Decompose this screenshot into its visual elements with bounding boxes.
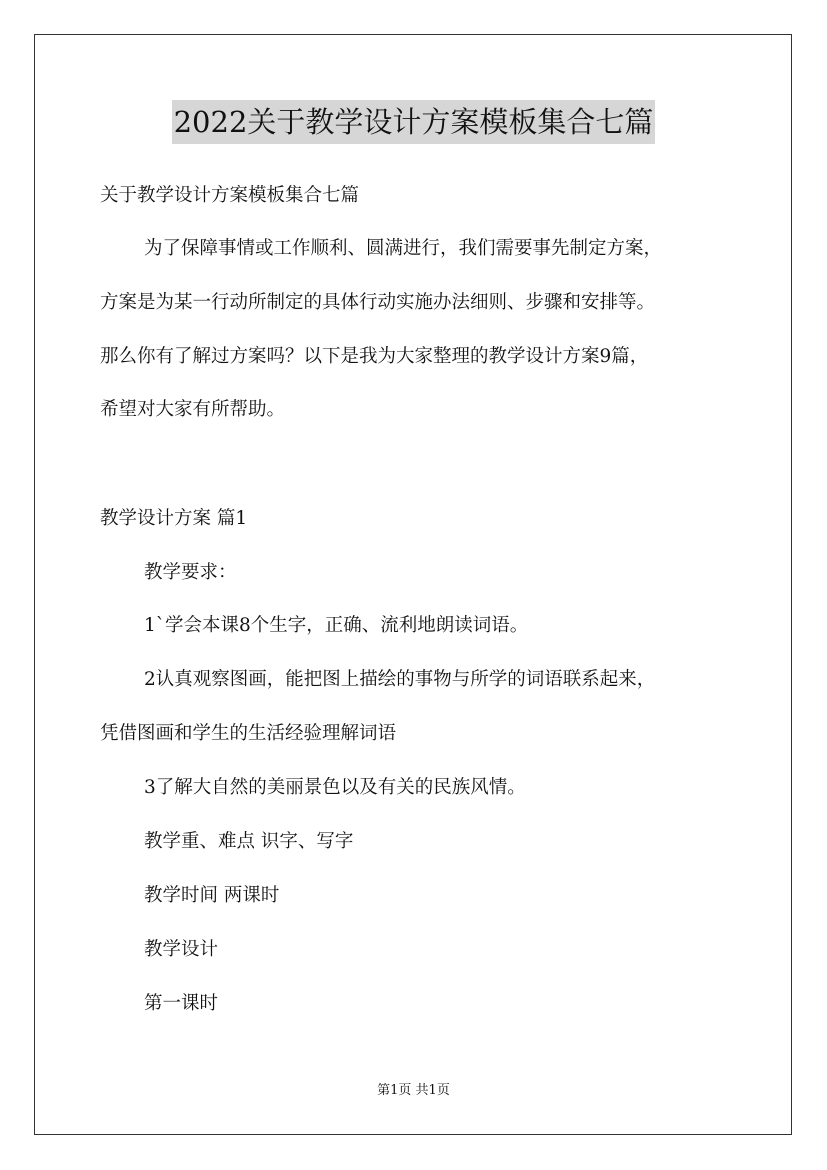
paragraph-line: 教学要求： bbox=[144, 562, 237, 583]
paragraph-line: 教学时间 两课时 bbox=[144, 885, 280, 906]
title-container bbox=[0, 100, 827, 144]
paragraph-line: 方案是为某一行动所制定的具体行动实施办法细则、步骤和安排等。 bbox=[100, 292, 656, 313]
paragraph-line: 希望对大家有所帮助。 bbox=[100, 399, 286, 420]
paragraph-line: 第一课时 bbox=[144, 993, 219, 1014]
paragraph-line: 教学设计 bbox=[144, 939, 219, 960]
page-footer: 第1页 共1页 bbox=[377, 1083, 450, 1098]
paragraph-line: 为了保障事情或工作顺利、圆满进行，我们需要事先制定方案， bbox=[144, 238, 663, 259]
section-heading: 教学设计方案 篇1 bbox=[100, 508, 248, 529]
paragraph-line: 1`学会本课8个生字，正确、流利地朗读词语。 bbox=[144, 615, 529, 636]
paragraph-line: 凭借图画和学生的生活经验理解词语 bbox=[100, 723, 397, 744]
paragraph-line: 3了解大自然的美丽景色以及有关的民族风情。 bbox=[144, 777, 526, 798]
paragraph-line: 2认真观察图画，能把图上描绘的事物与所学的词语联系起来， bbox=[144, 669, 656, 690]
document-title: 2022关于教学设计方案模板集合七篇 bbox=[172, 100, 656, 144]
document-subtitle: 关于教学设计方案模板集合七篇 bbox=[100, 185, 360, 206]
paragraph-line: 那么你有了解过方案吗？以下是我为大家整理的教学设计方案9篇， bbox=[100, 346, 649, 367]
paragraph-line: 教学重、难点 识字、写字 bbox=[144, 831, 354, 852]
